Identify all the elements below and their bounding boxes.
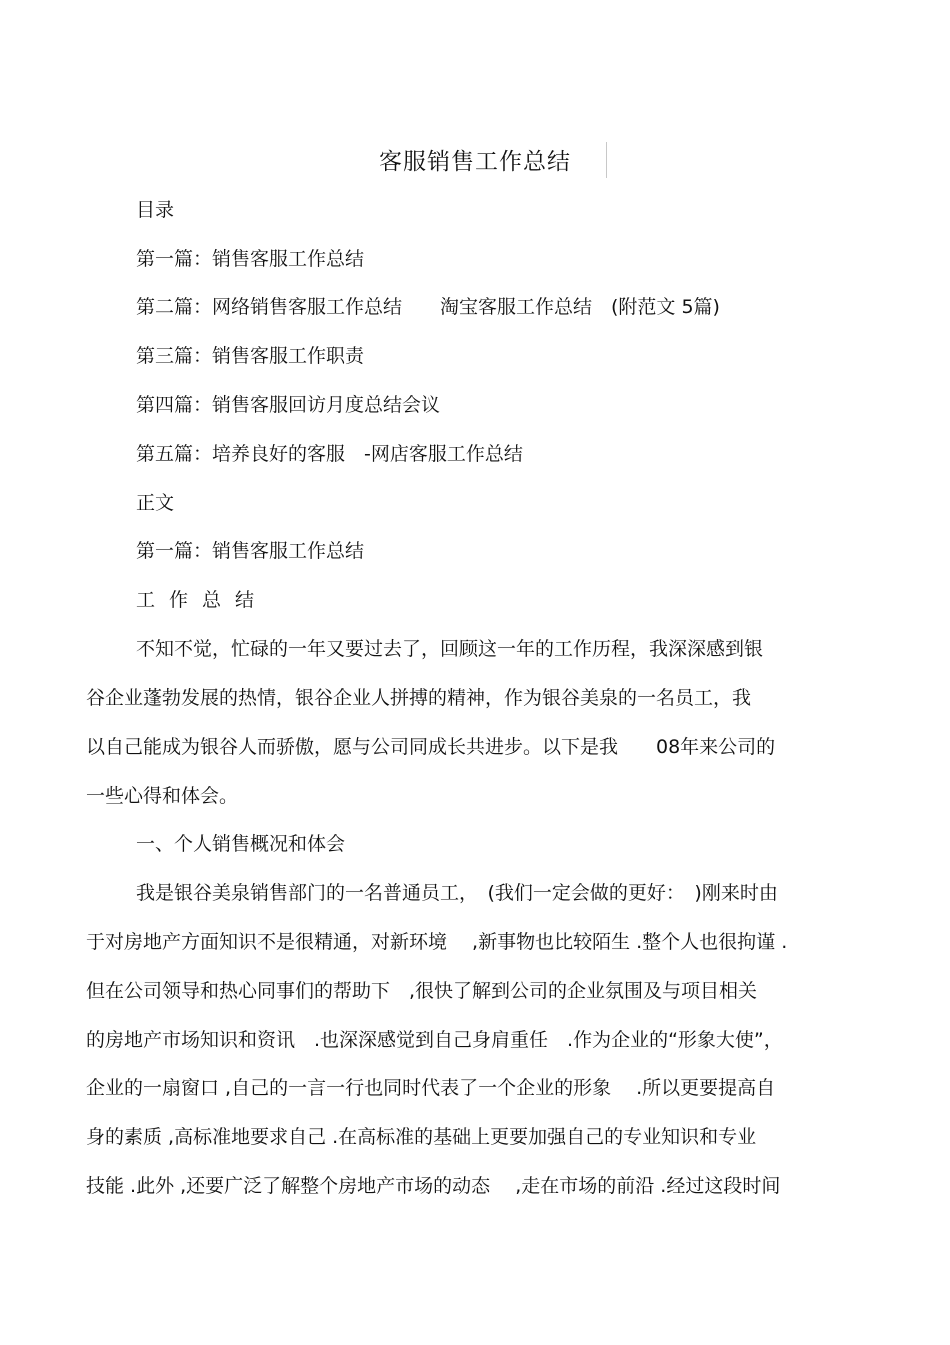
paragraph-line: 不知不觉，忙碌的一年又要过去了，回顾这一年的工作历程，我深深感到银 bbox=[136, 638, 764, 660]
toc-item-2: 第二篇：网络销售客服工作总结 淘宝客服工作总结 (附范文 5篇) bbox=[136, 296, 720, 318]
paragraph-line: 的房地产市场知识和资讯 .也深深感觉到自己身肩重任 .作为企业的“形象大使”， bbox=[86, 1029, 783, 1051]
toc-item-3: 第三篇：销售客服工作职责 bbox=[136, 345, 365, 367]
paragraph-line: 一些心得和体会。 bbox=[86, 785, 239, 807]
toc-item-1: 第一篇：销售客服工作总结 bbox=[136, 248, 365, 270]
paragraph-line: 谷企业蓬勃发展的热情，银谷企业人拼搏的精神，作为银谷美泉的一名员工，我 bbox=[86, 687, 752, 709]
chapter-title: 第一篇：销售客服工作总结 bbox=[136, 540, 365, 562]
text-cursor bbox=[606, 142, 607, 178]
paragraph-line: 企业的一扇窗口 ,自己的一言一行也同时代表了一个企业的形象 .所以更要提高自 bbox=[86, 1077, 776, 1099]
section-title: 一、个人销售概况和体会 bbox=[136, 833, 346, 855]
paragraph-line: 但在公司领导和热心同事们的帮助下 ,很快了解到公司的企业氛围及与项目相关 bbox=[86, 980, 758, 1002]
subheading: 工作总结 bbox=[136, 589, 269, 611]
paragraph-line: 身的素质 ,高标准地要求自己 .在高标准的基础上更要加强自己的专业知识和专业 bbox=[86, 1126, 757, 1148]
paragraph-line: 我是银谷美泉销售部门的一名普通员工， (我们一定会做的更好： )刚来时由 bbox=[136, 882, 778, 904]
document-title: 客服销售工作总结 bbox=[379, 149, 571, 175]
paragraph-line: 于对房地产方面知识不是很精通，对新环境 ,新事物也比较陌生 .整个人也很拘谨 . bbox=[86, 931, 788, 953]
toc-heading: 目录 bbox=[136, 199, 175, 221]
toc-item-5: 第五篇：培养良好的客服 -网店客服工作总结 bbox=[136, 443, 523, 465]
toc-item-4: 第四篇：销售客服回访月度总结会议 bbox=[136, 394, 441, 416]
paragraph-line: 技能 .此外 ,还要广泛了解整个房地产市场的动态 ,走在市场的前沿 .经过这段时间 bbox=[86, 1175, 781, 1197]
body-heading: 正文 bbox=[136, 492, 175, 514]
paragraph-line: 以自己能成为银谷人而骄傲，愿与公司同成长共进步。以下是我 08年来公司的 bbox=[86, 736, 776, 758]
